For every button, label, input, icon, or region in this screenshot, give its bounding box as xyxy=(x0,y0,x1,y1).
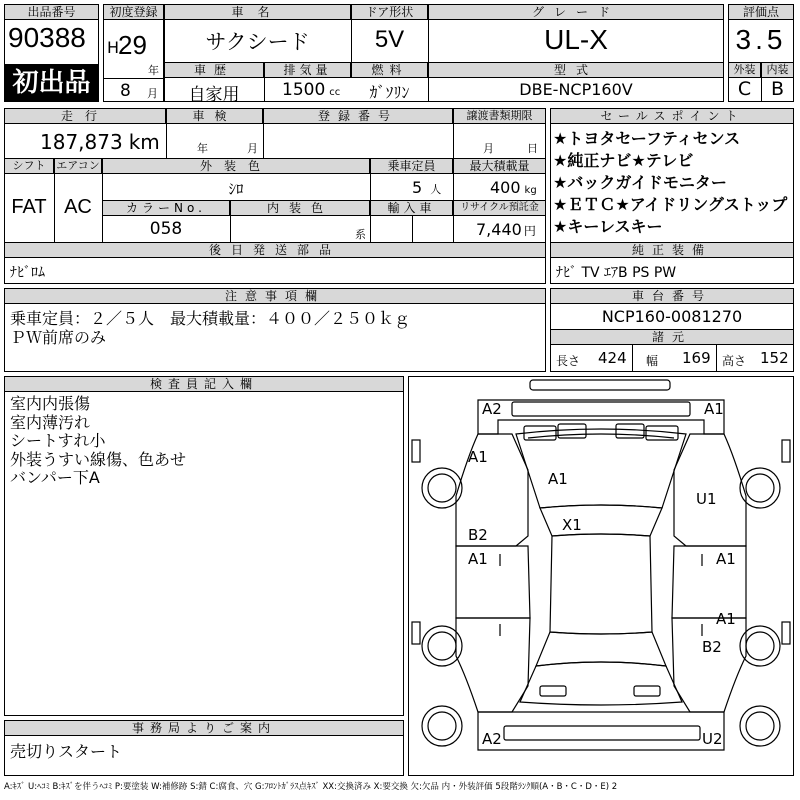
damage-mark-right-front-door: A1 xyxy=(716,550,736,568)
ext-label: 外装 xyxy=(728,62,761,78)
max-load: 400 kg xyxy=(490,178,537,197)
inspect-year-unit: 年 xyxy=(197,142,208,155)
notes-text xyxy=(10,309,410,347)
name-label: 車名 xyxy=(164,4,351,20)
inspector-line: 室内薄汚れ xyxy=(10,412,91,432)
sales-point: ★ＥＴＣ★アイドリングストップ xyxy=(553,195,788,214)
ac-label: エアコン xyxy=(54,158,102,174)
damage-mark-right-rear-door: A1 xyxy=(716,610,736,628)
office-text: 売切りスタート xyxy=(10,742,123,761)
mileage: 187,873 km xyxy=(40,130,160,154)
equip-label: 純正装備 xyxy=(550,242,794,258)
damage-mark-rear-bumper-right: U2 xyxy=(702,730,723,748)
car-name: サクシード xyxy=(205,30,310,54)
fuel: ｶﾞｿﾘﾝ xyxy=(369,83,410,102)
transfer-label: 譲渡書類期限 xyxy=(453,108,546,124)
length-label: 長さ xyxy=(556,354,581,368)
body-color: ｼﾛ xyxy=(228,180,244,198)
damage-mark-front-bumper-right: A1 xyxy=(704,400,724,418)
damage-mark-rear-bumper-left: A2 xyxy=(482,730,502,748)
inspector-notes xyxy=(10,395,186,488)
score-label: 評価点 xyxy=(728,4,794,20)
colorno-label: カラーNo. xyxy=(102,200,230,216)
inspector-line: 室内内張傷 xyxy=(10,394,91,413)
lot-label: 出品番号 xyxy=(4,4,99,20)
transfer-month-unit: 月 xyxy=(483,142,494,155)
height: 152 xyxy=(760,349,789,367)
score: 3.5 xyxy=(735,24,787,55)
model-label: 型式 xyxy=(428,62,724,78)
disp-label: 排気量 xyxy=(264,62,351,78)
shift: FAT xyxy=(11,196,47,218)
note-line: 乗車定員：２／５人 最大積載量：４００／２５０ｋｇ xyxy=(10,309,411,328)
reg-label: 初度登録 xyxy=(103,4,164,20)
transfer-day-unit: 日 xyxy=(527,142,538,155)
history-label: 車歴 xyxy=(164,62,264,78)
shift-label: シフト xyxy=(4,158,54,174)
grade: UL-X xyxy=(544,24,608,55)
office-label: 事務局よりご案内 xyxy=(4,720,404,736)
sales-points xyxy=(553,128,787,238)
door-label: ドア形状 xyxy=(351,4,428,20)
inspector-line: バンパー下A xyxy=(10,468,100,487)
history: 自家用 xyxy=(188,85,240,105)
sales-point: ★キーレスキー xyxy=(553,217,663,236)
height-label: 高さ xyxy=(722,354,747,368)
regno-label: 登録番号 xyxy=(263,108,453,124)
grade-label: グレード xyxy=(428,4,724,20)
damage-mark-right-quarter: B2 xyxy=(702,638,722,656)
sales-label: セールスポイント xyxy=(550,108,794,124)
damage-mark-left-front-fender: A1 xyxy=(468,448,488,466)
int-label: 内装 xyxy=(761,62,794,78)
month-num: 8 xyxy=(120,81,131,101)
color-number: 058 xyxy=(149,219,183,239)
length: 424 xyxy=(598,349,627,367)
mileage-label: 走行 xyxy=(4,108,166,124)
chassis-label: 車台番号 xyxy=(550,288,794,304)
load-label: 最大積載量 xyxy=(453,158,546,174)
aircon: AC xyxy=(64,196,92,218)
sales-point: ★バックガイドモニター xyxy=(553,173,727,192)
year-unit: 年 xyxy=(148,64,159,77)
notes-label: 注意事項欄 xyxy=(4,288,546,304)
damage-mark-left-front-door: B2 xyxy=(468,526,488,544)
month-unit: 月 xyxy=(147,87,158,100)
ext-score: C xyxy=(737,78,752,100)
door-type: 5V xyxy=(374,26,405,53)
sales-point: ★トヨタセーフティセンス xyxy=(553,129,741,148)
year-num: 29 xyxy=(118,30,147,60)
width: 169 xyxy=(682,349,711,367)
recycle-fee: 7,440 円 xyxy=(476,220,536,239)
chassis-number: NCP160-0081270 xyxy=(601,307,743,326)
later-parts-label: 後日発送部品 xyxy=(4,242,546,258)
color-label: 外装色 xyxy=(102,158,370,174)
width-label: 幅 xyxy=(646,354,659,368)
inspector-line: 外装うすい線傷、色あせ xyxy=(10,449,187,469)
fuel-label: 燃料 xyxy=(351,62,428,78)
import-label: 輸入車 xyxy=(370,200,453,216)
first-listing-badge: 初出品 xyxy=(4,64,99,102)
intcolor-label: 内装色 xyxy=(230,200,370,216)
damage-mark-roof: X1 xyxy=(562,516,582,534)
car-damage-diagram xyxy=(408,376,794,776)
era: H xyxy=(107,38,120,57)
damage-mark-left-rear-door: A1 xyxy=(468,550,488,568)
recycle-label: リサイクル預託金 xyxy=(453,200,546,216)
later-parts: ﾅﾋﾞﾛﾑ xyxy=(10,265,45,281)
dim-label: 諸元 xyxy=(550,329,794,345)
intcolor-unit: 系 xyxy=(355,228,366,241)
inspector-line: シートすれ小 xyxy=(10,431,106,450)
int-score: B xyxy=(770,78,785,100)
inspector-label: 検査員記入欄 xyxy=(4,376,404,392)
displacement: 1500 cc xyxy=(282,80,341,100)
inspect-label: 車検 xyxy=(166,108,263,124)
inspect-month-unit: 月 xyxy=(247,142,258,155)
capacity-label: 乗車定員 xyxy=(370,158,453,174)
equipment: ﾅﾋﾞ TV ｴｱB PS PW xyxy=(556,265,677,281)
legend: A:ｷｽﾞ U:ﾍｺﾐ B:ｷｽﾞを伴うﾍｺﾐ P:要塗装 W:補修跡 S:錆 C:腐食、穴 G:ﾌﾛﾝﾄｶﾞﾗｽ点ｷｽﾞ XX:交換済み X:要交換 欠:欠品 内・外装評価 5段階ﾗﾝｸ順(A・B・C・D・E) 2 xyxy=(4,782,618,792)
damage-mark-hood: A1 xyxy=(548,470,568,488)
capacity: 5 人 xyxy=(412,178,442,197)
model-code: DBE-NCP160V xyxy=(519,80,633,99)
damage-mark-front-bumper-left: A2 xyxy=(482,400,502,418)
damage-mark-right-front-fender: U1 xyxy=(696,490,717,508)
note-line: ＰＷ前席のみ xyxy=(10,328,107,347)
sales-point: ★純正ナビ★テレビ xyxy=(553,151,694,170)
lot-number: 90388 xyxy=(8,22,86,53)
